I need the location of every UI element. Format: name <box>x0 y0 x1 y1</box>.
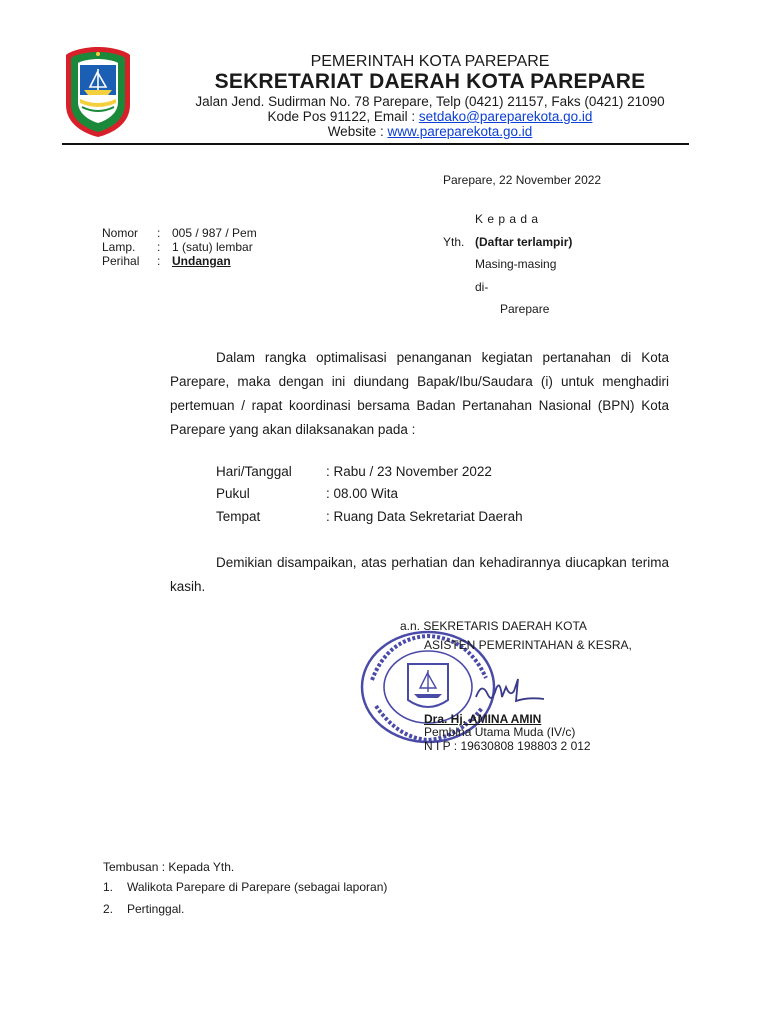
recipient-line2: Masing-masing <box>475 257 557 271</box>
nomor-label: Nomor <box>102 226 139 240</box>
tembusan-number: 2. <box>103 902 114 916</box>
lamp-sep: : <box>157 240 161 254</box>
detail-hari-tanggal <box>216 464 492 479</box>
perihal-value: Undangan <box>172 254 231 268</box>
recipient-line3: di- <box>475 280 489 294</box>
meta-nomor <box>102 226 257 240</box>
tembusan-text: Pertinggal. <box>127 902 185 916</box>
tembusan-title: Tembusan : Kepada Yth. <box>103 860 235 874</box>
letterhead-website <box>150 124 710 139</box>
nomor-value: 005 / 987 / Pem <box>172 226 257 240</box>
postal-label: Kode Pos 91122, Email : <box>267 109 419 124</box>
email-link[interactable]: setdako@pareparekota.go.id <box>418 109 593 124</box>
detail-value: : Rabu / 23 November 2022 <box>326 464 492 479</box>
recipient-name: (Daftar terlampir) <box>475 235 573 249</box>
signer-name: Dra. Hj. AMINA AMIN <box>424 712 542 726</box>
tembusan-item <box>103 902 184 916</box>
recipient-city: Parepare <box>500 302 550 316</box>
detail-value: : Ruang Data Sekretariat Daerah <box>326 509 523 524</box>
letter-date: Parepare, 22 November 2022 <box>443 173 602 187</box>
letterhead-postal-email <box>150 109 710 124</box>
website-link[interactable]: www.pareparekota.go.id <box>387 124 533 139</box>
lamp-value: 1 (satu) lembar <box>172 240 253 254</box>
nomor-sep: : <box>157 226 161 240</box>
city-emblem-logo <box>62 45 134 139</box>
detail-label: Pukul <box>216 486 250 501</box>
signature-position: ASISTEN PEMERINTAHAN & KESRA, <box>424 638 632 652</box>
detail-label: Tempat <box>216 509 261 524</box>
perihal-sep: : <box>157 254 161 268</box>
meta-perihal <box>102 254 231 268</box>
website-label: Website : <box>327 124 388 139</box>
detail-pukul <box>216 486 398 501</box>
handwritten-signature <box>470 675 550 707</box>
tembusan-text: Walikota Parepare di Parepare (sebagai laporan) <box>127 880 388 894</box>
detail-label: Hari/Tanggal <box>216 464 292 479</box>
letterhead-office: SEKRETARIAT DAERAH KOTA PAREPARE <box>214 70 646 93</box>
detail-tempat <box>216 509 523 524</box>
body-paragraph-1: Dalam rangka optimalisasi penanganan kegiatan pertanahan di Kota Parepare, maka dengan ini diundang Bapak/Ibu/Saudara (i) untuk menghadiri pertemuan / rapat koordinasi bersama Badan Pertanahan Nasional (BPN) Kota Parepare yang akan dilaksanakan pada : <box>170 350 669 437</box>
recipient-kepada: K e p a d a <box>475 212 539 226</box>
letterhead-divider <box>62 143 689 145</box>
signature-an: a.n. SEKRETARIS DAERAH KOTA <box>400 619 587 633</box>
signer-rank: Pembina Utama Muda (IV/c) <box>424 725 576 739</box>
letterhead-address: Jalan Jend. Sudirman No. 78 Parepare, Telp (0421) 21157, Faks (0421) 21090 <box>195 94 665 109</box>
perihal-label: Perihal <box>102 254 140 268</box>
recipient-yth: Yth. <box>443 235 465 249</box>
tembusan-number: 1. <box>103 880 114 894</box>
tembusan-item <box>103 880 387 894</box>
body-paragraph-2: Demikian disampaikan, atas perhatian dan kehadirannya diucapkan terima kasih. <box>170 555 669 594</box>
lamp-label: Lamp. <box>102 240 136 254</box>
letterhead-government: PEMERINTAH KOTA PAREPARE <box>310 53 550 70</box>
meta-lampiran <box>102 240 253 254</box>
signer-nip: N I P : 19630808 198803 2 012 <box>424 739 591 753</box>
detail-value: : 08.00 Wita <box>326 486 399 501</box>
